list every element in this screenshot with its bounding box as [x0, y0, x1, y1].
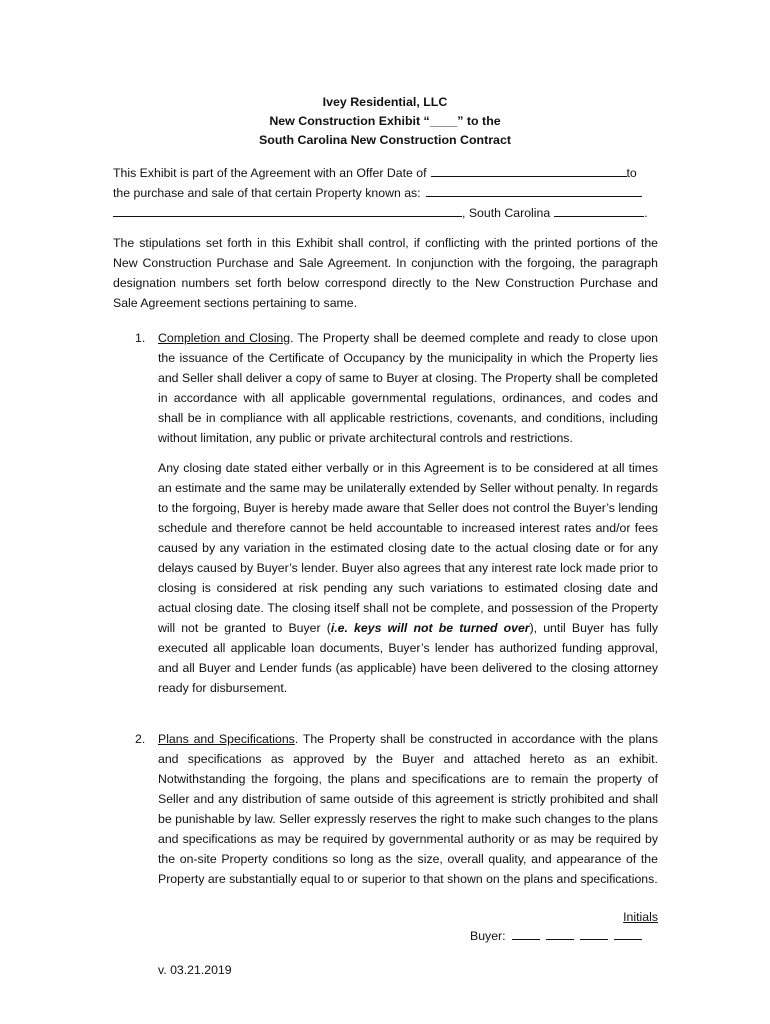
- item-number: 2.: [135, 732, 146, 746]
- item-paragraph-2: [158, 458, 658, 698]
- buyer-initials-row: [470, 926, 660, 946]
- intro-offer-date-text: This Exhibit is part of the Agreement with an Offer Date of: [113, 166, 427, 180]
- buyer-initial-blank-3[interactable]: [580, 927, 608, 940]
- list-item: [113, 729, 658, 899]
- item-number: 1.: [135, 331, 146, 345]
- offer-date-blank[interactable]: [431, 163, 627, 177]
- item-heading: Plans and Specifications: [158, 732, 295, 746]
- title-exhibit: New Construction Exhibit “____” to the: [269, 114, 501, 128]
- intro-state-text: , South Carolina: [462, 206, 551, 220]
- title-company: Ivey Residential, LLC: [322, 95, 448, 109]
- intro-period: .: [644, 206, 648, 220]
- intro-line-2: [113, 183, 658, 203]
- item-text-emphasis: i.e. keys will not be turned over: [330, 621, 530, 635]
- intro-line-3: [113, 203, 658, 223]
- initials-label: Initials: [623, 910, 658, 924]
- property-address-blank[interactable]: [426, 183, 642, 197]
- stipulations-paragraph: [113, 233, 658, 313]
- item-body: [158, 328, 658, 708]
- list-item: [113, 328, 658, 708]
- stipulations-text: The stipulations set forth in this Exhibit shall control, if conflicting with the printed portions of the New Construction Purchase and Sale Agreement. In conjunction with the forgoing, the paragraph designation numbers set forth below correspond directly to the New Construction Purchase and Sale Agreement sections pertaining to same.: [113, 236, 658, 310]
- intro-section: [113, 163, 658, 223]
- section-list-item-2: [113, 729, 658, 899]
- item-text-2a: Any closing date stated either verbally or in this Agreement is to be considered at all times an estimate and the same may be unilaterally extended by Seller without penalty. In regards to the forgoing, Buyer is hereby made aware that Seller does not control the Buyer’s lending schedule and therefore cannot be held accountable to increased interest rates and/or fees caused by any variation in the estimated closing date to the actual closing date or for any delays caused by Buyer’s lender. Buyer also agrees that any interest rate lock made prior to closing is considered at risk pending any such variations to estimated closing date and actual closing date. The closing itself shall not be complete, and possession of the Property will not be granted to Buyer (: [158, 461, 658, 635]
- title-contract: South Carolina New Construction Contract: [259, 133, 511, 147]
- intro-line-1: [113, 163, 658, 183]
- state-suffix-blank[interactable]: [554, 203, 644, 217]
- item-text-2b: ), until Buyer has fully executed all applicable loan documents, Buyer’s lender has authorized funding approval, and all Buyer and Lender funds (as applicable) have been delivered to the closing attorney ready for disbursement.: [158, 621, 658, 695]
- section-list-item-1: [113, 328, 658, 708]
- buyer-initial-blank-1[interactable]: [512, 927, 540, 940]
- buyer-initial-blank-4[interactable]: [614, 927, 642, 940]
- item-text: . The Property shall be deemed complete and ready to close upon the issuance of the Certificate of Occupancy by the municipality in which the Property lies and Seller shall deliver a copy of same to Buyer at closing. The Property shall be completed in accordance with all applicable governmental regulations, ordinances, and codes and shall be in compliance with all applicable restrictions, covenants, and conditions, including without limitation, any public or private architectural controls and restrictions.: [158, 331, 659, 445]
- buyer-initial-blank-2[interactable]: [546, 927, 574, 940]
- item-paragraph: [158, 328, 658, 448]
- property-address-blank-2[interactable]: [113, 203, 462, 217]
- item-body: [158, 729, 658, 899]
- intro-to-text: to: [626, 166, 637, 180]
- item-heading: Completion and Closing: [158, 331, 291, 345]
- item-paragraph: [158, 729, 658, 889]
- intro-property-text: the purchase and sale of that certain Property known as:: [113, 186, 421, 200]
- buyer-label: Buyer:: [470, 929, 506, 943]
- item-text: . The Property shall be constructed in accordance with the plans and specifications as approved by the Buyer and attached hereto as an exhibit. Notwithstanding the forgoing, the plans and specifications are to remain the property of Seller and any distribution of same outside of this agreement is strictly prohibited and shall be punishable by law. Seller expressly reserves the right to make such changes to the plans and specifications as may be required by governmental authority or as may be required by the on-site Property conditions so long as the size, overall quality, and appearance of the Property are substantially equal to or superior to that shown on the plans and specifications.: [158, 732, 659, 886]
- document-title: [0, 93, 770, 150]
- version-label: v. 03.21.2019: [158, 963, 232, 977]
